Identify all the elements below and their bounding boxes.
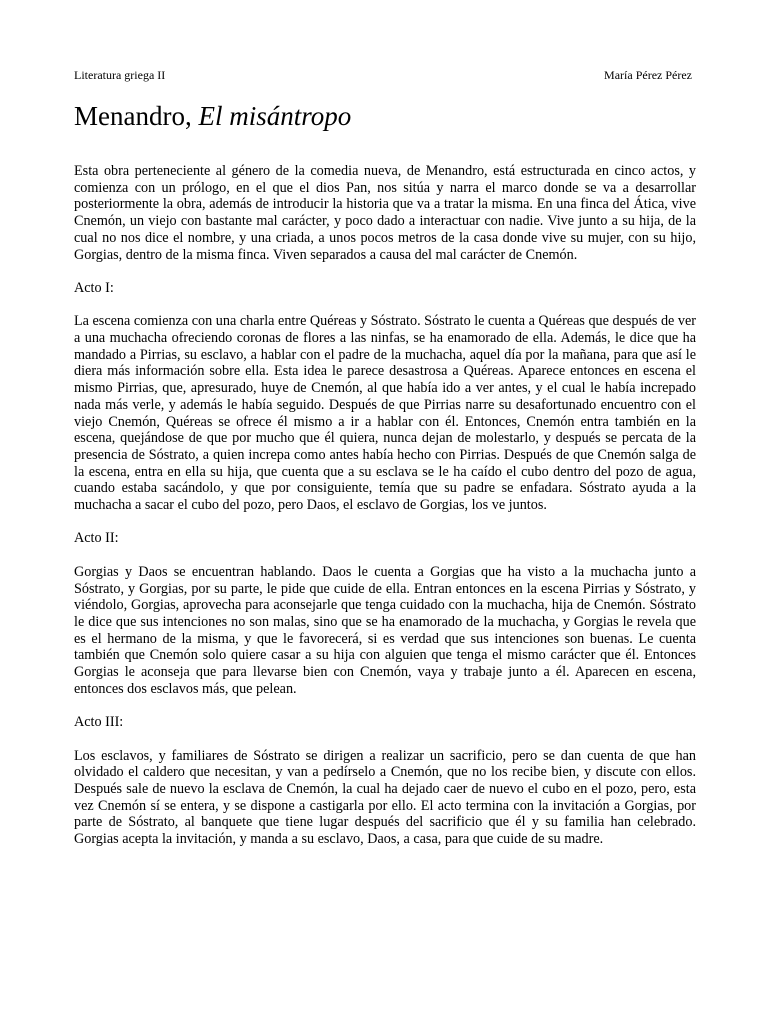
act-3-text: Los esclavos, y familiares de Sóstrato se dirigen a realizar un sacrificio, pero se dan cuenta de que han olvidado el caldero que necesitan, y van a pedírselo a Cnemón, que no los recibe bien, y discute con ellos. Después sale de nuevo la esclava de Cnemón, la cual ha dejado caer de nuevo el cubo en el pozo, pero, esta vez Cnemón sí se entera, y se dispone a castigarla por ello. El acto termina con la invitación a Gorgias, por parte de Sóstrato, al banquete que tiene lugar después del sacrificio que él y su familia han celebrado. Gorgias acepta la invitación, y manda a su esclavo, Daos, a casa, para que cuide de su madre. — [74, 747, 696, 848]
title-author: Menandro, — [74, 101, 192, 131]
title-work: El misántropo — [198, 101, 352, 131]
act-3-heading: Acto III: — [74, 714, 124, 731]
act-2-text: Gorgias y Daos se encuentran hablando. Daos le cuenta a Gorgias que ha visto a la muchacha junto a Sóstrato, y Gorgias, por su parte, le pide que cuide de ella. Entran entonces en la escena Pirrias y Sóstrato, y viéndolo, Gorgias, aprovecha para aconsejarle que tenga cuidado con la muchacha, hija de Cnemón. Sóstrato le dice que sus intenciones no son malas, sino que se ha enamorado de la muchacha, y Gorgias le revela que es el hermano de la misma, y que le favorecerá, si es verdad que sus intenciones son buenas. Le cuenta también que Cnemón solo quiere casar a su hija con alguien que tenga el mismo carácter que él. Entonces Gorgias le aconseja que para llevarse bien con Cnemón, vaya y trabaje junto a él. Aparecen en escena, entonces dos esclavos más, que pelean. — [74, 563, 696, 697]
intro-paragraph: Esta obra perteneciente al género de la comedia nueva, de Menandro, está estructurada en cinco actos, y comienza con un prólogo, en el que el dios Pan, nos sitúa y narra el marco donde se va a desarrollar posteriormente la obra, además de introducir la historia que va a tratar la misma. En una finca del Ática, vive Cnemón, un viejo con bastante mal carácter, y poco dado a interactuar con nadie. Vive junto a su hija, de la cual no nos dice el nombre, y una criada, a unos pocos metros de la casa donde vive su mujer, con su hijo, Gorgias, dentro de la misma finca. Viven separados a causa del mal carácter de Cnemón. — [74, 163, 696, 263]
act-1-heading: Acto I: — [74, 279, 114, 296]
document-body — [74, 163, 696, 864]
course-name: Literatura griega II — [74, 68, 166, 82]
act-2-heading: Acto II: — [74, 530, 119, 547]
author-name: María Pérez Pérez — [604, 68, 692, 82]
document-page — [74, 0, 696, 1024]
act-1-text: La escena comienza con una charla entre Quéreas y Sóstrato. Sóstrato le cuenta a Quéreas que después de ver a una muchacha ofreciendo coronas de flores a las ninfas, se ha enamorado de ella. Además, le dice que ha mandado a Pirrias, su esclavo, a hablar con el padre de la muchacha, aquel día por la mañana, para que así le diera más información sobre ella. Esta idea le parece desastrosa a Quéreas. Aparece entonces en escena el mismo Pirrias, que, apresurado, huye de Cnemón, al que había ido a ver antes, y el cual le había increpado nada más verle, y además le había seguido. Después de que Pirrias narre su desafortunado encuentro con el viejo Cnemón, Quéreas se ofrece él mismo a ir a hablar con él. Entonces, Cnemón entra también en la escena, quejándose de que por mucho que él quiera, nunca dejan de molestarlo, y después se percata de la presencia de Sóstrato, a quien increpa como antes había hecho con Pirrias. Después de que Cnemón salga de la escena, entra en ella su hija, que cuenta que a su esclava se le ha caído el cubo dentro del pozo de agua, cuando estaba sacándolo, y que por consiguiente, temía que su padre se enfadara. Sóstrato ayuda a la muchacha a sacar el cubo del pozo, pero Daos, el esclavo de Gorgias, los ve juntos. — [74, 313, 697, 514]
document-title — [74, 100, 351, 132]
